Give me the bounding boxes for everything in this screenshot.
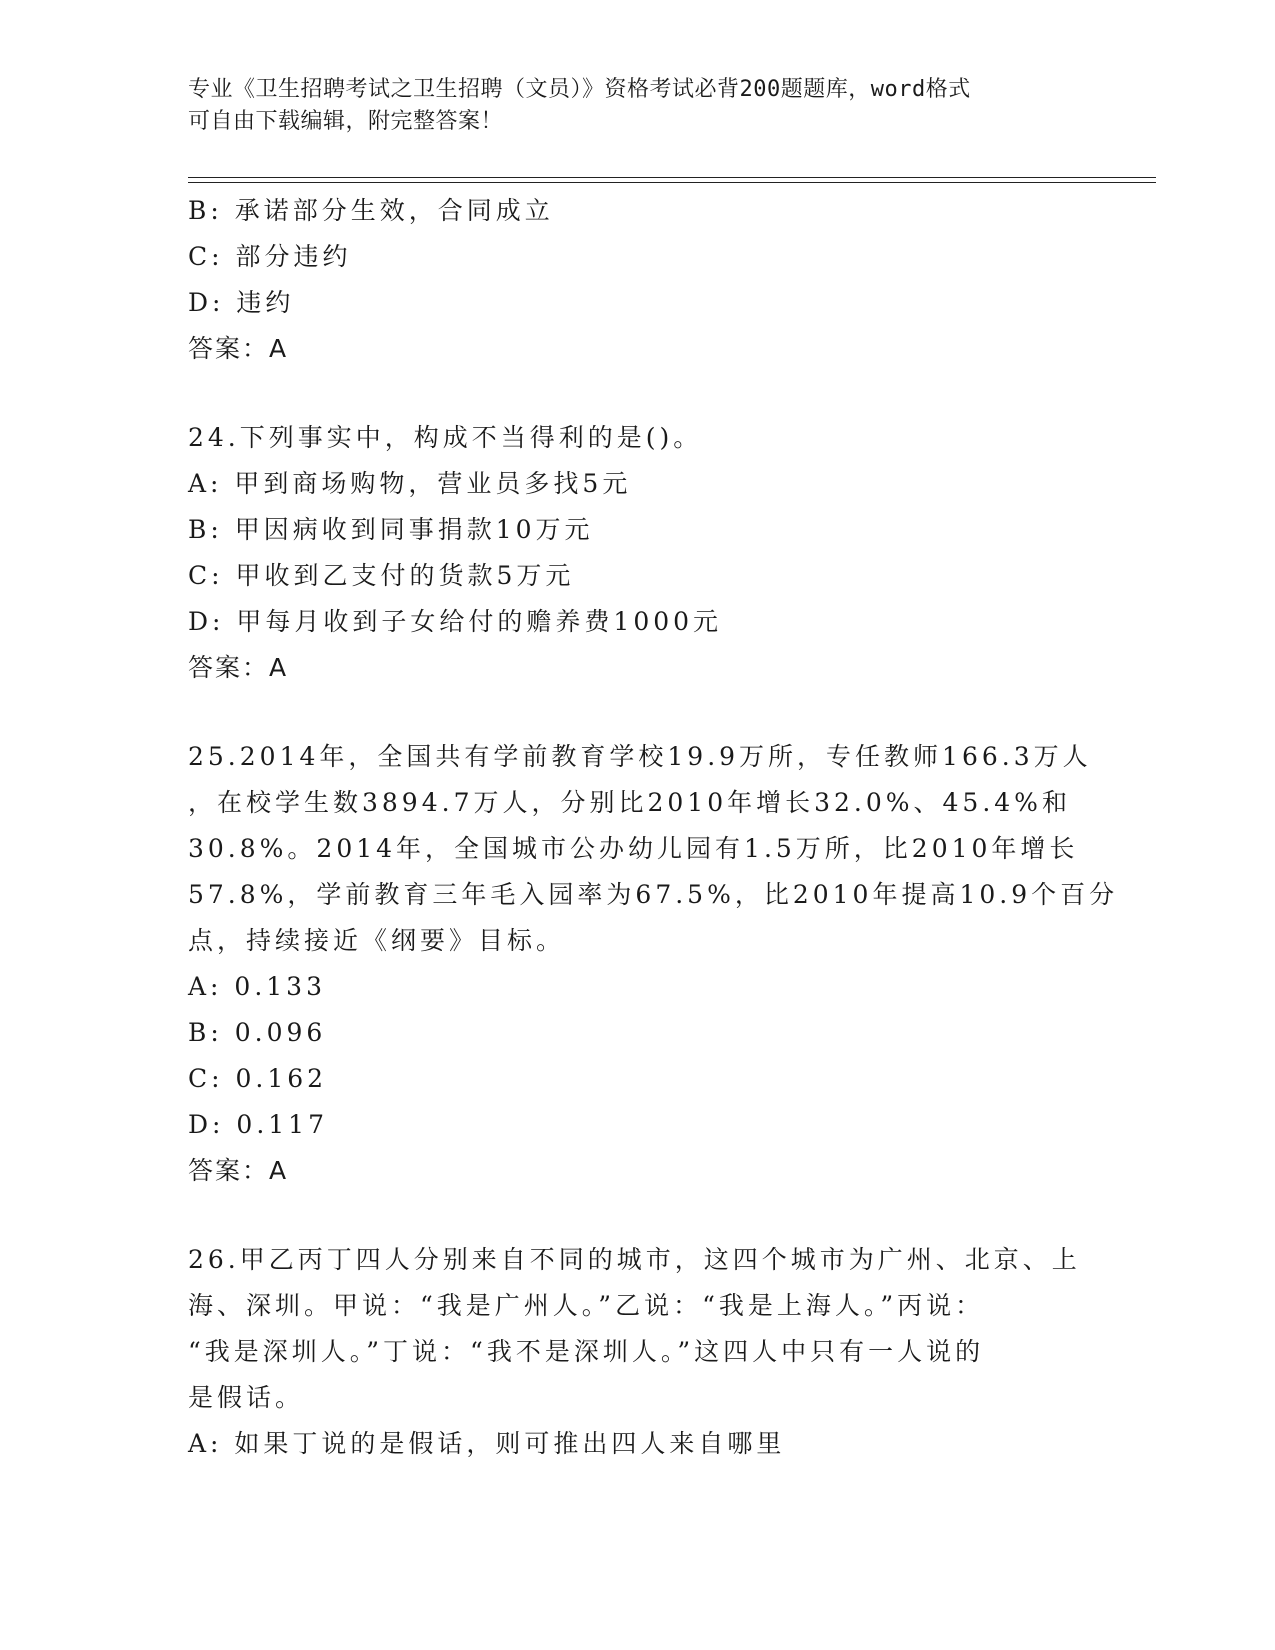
option-a: A: 甲到商场购物，营业员多找5元 [188,469,632,498]
question-stem-line: 点，持续接近《纲要》目标。 [188,926,566,955]
question-stem-line: 57.8%，学前教育三年毛入园率为67.5%，比2010年提高10.9个百分 [188,880,1119,909]
answer: 答案：A [188,1156,289,1185]
answer: 答案：A [188,334,289,363]
question-stem-line: ，在校学生数3894.7万人，分别比2010年增长32.0%、45.4%和 [188,788,1071,817]
question-23-continued [188,188,1088,372]
question-stem-line: 26.甲乙丙丁四人分别来自不同的城市，这四个城市为广州、北京、上 [188,1245,1081,1274]
option-b: B: 甲因病收到同事捐款10万元 [188,515,594,544]
option-b: B: 承诺部分生效，合同成立 [188,196,554,225]
question-25 [188,734,1119,1194]
question-26 [188,1237,1088,1467]
question-gap [188,1194,1088,1237]
question-gap [188,691,1088,734]
option-a: A: 0.133 [188,972,326,1001]
question-24 [188,415,1088,691]
option-c: C: 部分违约 [188,242,352,271]
option-a: A: 如果丁说的是假话，则可推出四人来自哪里 [188,1429,786,1458]
header-title-line-1: 专业《卫生招聘考试之卫生招聘（文员）》资格考试必背200题题库，word格式 [188,77,971,102]
question-gap [188,372,1088,415]
header-divider-bottom [188,182,1156,183]
document-body [188,188,1119,1467]
answer: 答案：A [188,653,289,682]
option-d: D: 甲每月收到子女给付的赡养费1000元 [188,607,723,636]
option-d: D: 违约 [188,288,295,317]
option-c: C: 甲收到乙支付的货款5万元 [188,561,575,590]
document-header [188,74,1068,138]
option-b: B: 0.096 [188,1018,327,1047]
question-stem-line: 25.2014年，全国共有学前教育学校19.9万所，专任教师166.3万人 [188,742,1092,771]
header-divider-top [188,177,1156,178]
question-stem-line: “我是深圳人。”丁说：“我不是深圳人。”这四人中只有一人说的 [188,1337,985,1366]
option-c: C: 0.162 [188,1064,328,1093]
option-d: D: 0.117 [188,1110,328,1139]
header-title-line-2: 可自由下载编辑，附完整答案！ [188,109,504,134]
question-stem-line: 海、深圳。甲说：“我是广州人。”乙说：“我是上海人。”丙说： [188,1291,985,1320]
question-stem-line: 是假话。 [188,1383,305,1412]
question-stem: 24.下列事实中，构成不当得利的是()。 [188,423,703,452]
question-stem-line: 30.8%。2014年，全国城市公办幼儿园有1.5万所，比2010年增长 [188,834,1079,863]
